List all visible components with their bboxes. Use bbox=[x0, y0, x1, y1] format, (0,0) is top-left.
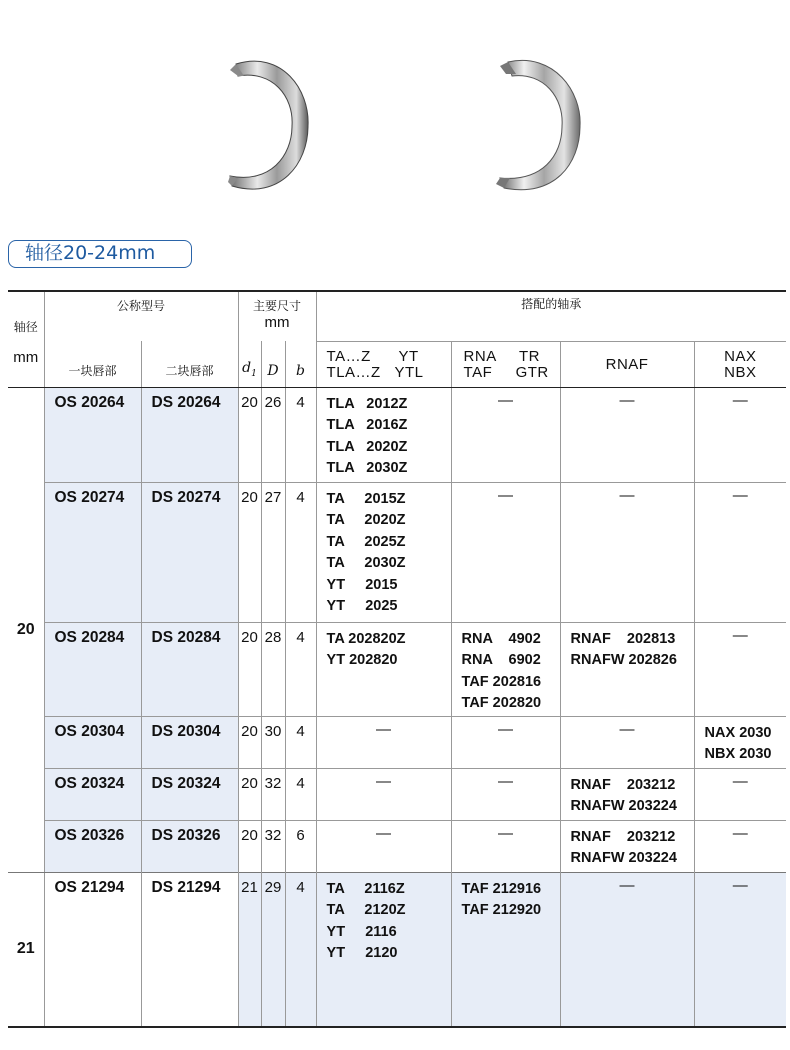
dim-b: 4 bbox=[285, 482, 316, 622]
bearing-nax: — bbox=[694, 482, 786, 622]
bearing-rnaf: — bbox=[560, 716, 694, 768]
two-lip-header: 二块唇部 bbox=[141, 341, 238, 387]
dim-D: 28 bbox=[261, 622, 285, 716]
D-header: D bbox=[261, 341, 285, 387]
bearing-rna: — bbox=[451, 768, 560, 820]
bearing-rnaf: — bbox=[560, 387, 694, 482]
bearing-rna: — bbox=[451, 482, 560, 622]
seal-spec-table bbox=[8, 290, 786, 1028]
dim-D: 27 bbox=[261, 482, 285, 622]
two-lip-model: DS 21294 bbox=[141, 872, 238, 1027]
oil-seal-double-lip-image bbox=[492, 52, 584, 197]
bearing-rnaf: RNAF 202813 RNAFW 202826 bbox=[560, 622, 694, 716]
dim-b: 4 bbox=[285, 387, 316, 482]
table-row bbox=[8, 872, 786, 1027]
bearing-group-rna-header: RNA TR TAF GTR bbox=[451, 341, 560, 387]
d1-header: $d_1$ bbox=[238, 341, 261, 387]
bearing-rna: — bbox=[451, 387, 560, 482]
shaft-header: 轴径 mm bbox=[8, 291, 44, 387]
one-lip-model: OS 20324 bbox=[44, 768, 141, 820]
dim-d1: 20 bbox=[238, 622, 261, 716]
bearing-ta: TA 202820Z YT 202820 bbox=[316, 622, 451, 716]
dim-b: 4 bbox=[285, 872, 316, 1027]
bearing-nax: — bbox=[694, 622, 786, 716]
dim-D: 30 bbox=[261, 716, 285, 768]
bearing-ta: TA 2116Z TA 2120Z YT 2116 YT 2120 bbox=[316, 872, 451, 1027]
bearing-rna: RNA 4902 RNA 6902 TAF 202816 TAF 202820 bbox=[451, 622, 560, 716]
table-row bbox=[8, 768, 786, 820]
one-lip-header: 一块唇部 bbox=[44, 341, 141, 387]
table-row bbox=[8, 716, 786, 768]
bearing-nax: — bbox=[694, 872, 786, 1027]
dim-d1: 20 bbox=[238, 482, 261, 622]
dim-d1: 21 bbox=[238, 872, 261, 1027]
two-lip-model: DS 20324 bbox=[141, 768, 238, 820]
bearing-ta: TA 2015Z TA 2020Z TA 2025Z TA 2030Z YT 2015 YT 2025 bbox=[316, 482, 451, 622]
table-row bbox=[8, 622, 786, 716]
dim-D: 32 bbox=[261, 768, 285, 820]
dim-d1: 20 bbox=[238, 820, 261, 872]
one-lip-model: OS 20284 bbox=[44, 622, 141, 716]
two-lip-model: DS 20274 bbox=[141, 482, 238, 622]
two-lip-model: DS 20326 bbox=[141, 820, 238, 872]
one-lip-model: OS 20274 bbox=[44, 482, 141, 622]
one-lip-model: OS 21294 bbox=[44, 872, 141, 1027]
one-lip-model: OS 20264 bbox=[44, 387, 141, 482]
b-header: b bbox=[285, 341, 316, 387]
bearing-rna: TAF 212916 TAF 212920 bbox=[451, 872, 560, 1027]
bearing-rna: — bbox=[451, 716, 560, 768]
dim-d1: 20 bbox=[238, 768, 261, 820]
bearing-rna: — bbox=[451, 820, 560, 872]
bearing-rnaf: RNAF 203212 RNAFW 203224 bbox=[560, 820, 694, 872]
bearing-ta: TLA 2012Z TLA 2016Z TLA 2020Z TLA 2030Z bbox=[316, 387, 451, 482]
dim-d1: 20 bbox=[238, 716, 261, 768]
shaft-diameter: 20 bbox=[8, 387, 44, 872]
bearing-group-rnaf-header: RNAF bbox=[560, 341, 694, 387]
bearing-rnaf: RNAF 203212 RNAFW 203224 bbox=[560, 768, 694, 820]
dim-b: 4 bbox=[285, 716, 316, 768]
oil-seal-single-lip-image bbox=[222, 52, 312, 197]
bearing-nax: — bbox=[694, 768, 786, 820]
dim-D: 29 bbox=[261, 872, 285, 1027]
bearing-rnaf: — bbox=[560, 872, 694, 1027]
dim-D: 32 bbox=[261, 820, 285, 872]
bearing-nax: — bbox=[694, 820, 786, 872]
section-label-badge: 轴径20-24mm bbox=[8, 240, 192, 268]
table-row bbox=[8, 387, 786, 482]
bearing-ta: — bbox=[316, 716, 451, 768]
bearing-nax: NAX 2030 NBX 2030 bbox=[694, 716, 786, 768]
dim-D: 26 bbox=[261, 387, 285, 482]
two-lip-model: DS 20264 bbox=[141, 387, 238, 482]
shaft-diameter: 21 bbox=[8, 872, 44, 1027]
bearing-group-ta-header: TA…Z YT TLA…Z YTL bbox=[316, 341, 451, 387]
bearing-group-nax-header: NAX NBX bbox=[694, 341, 786, 387]
bearing-ta: — bbox=[316, 768, 451, 820]
table-row bbox=[8, 820, 786, 872]
dim-b: 4 bbox=[285, 768, 316, 820]
bearing-rnaf: — bbox=[560, 482, 694, 622]
two-lip-model: DS 20304 bbox=[141, 716, 238, 768]
bearing-ta: — bbox=[316, 820, 451, 872]
model-header: 公称型号 bbox=[44, 291, 238, 341]
dims-header: 主要尺寸 mm bbox=[238, 291, 316, 341]
dim-b: 6 bbox=[285, 820, 316, 872]
bearing-header: 搭配的轴承 bbox=[316, 291, 786, 341]
dim-d1: 20 bbox=[238, 387, 261, 482]
two-lip-model: DS 20284 bbox=[141, 622, 238, 716]
bearing-nax: — bbox=[694, 387, 786, 482]
one-lip-model: OS 20304 bbox=[44, 716, 141, 768]
table-row bbox=[8, 482, 786, 622]
one-lip-model: OS 20326 bbox=[44, 820, 141, 872]
dim-b: 4 bbox=[285, 622, 316, 716]
